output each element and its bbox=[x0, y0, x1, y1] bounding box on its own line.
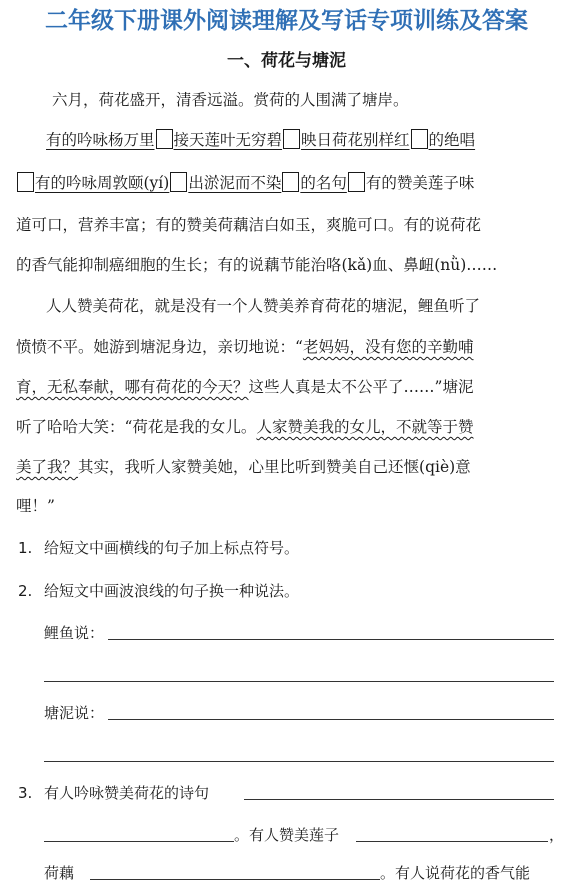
passage-underlined-line-1 bbox=[46, 126, 475, 154]
passage-paragraph-3-line-3 bbox=[16, 373, 473, 401]
passage-text: 的绝唱 bbox=[428, 131, 476, 149]
question-1 bbox=[18, 535, 299, 561]
question-text: 有人吟咏赞美荷花的诗句 bbox=[44, 784, 210, 802]
passage-paragraph-3-line-5 bbox=[16, 453, 471, 481]
q3-comma: ， bbox=[549, 826, 565, 844]
page-title: 二年级下册课外阅读理解及写话专项训练及答案 bbox=[45, 8, 528, 34]
passage-text: 愤愤不平。她游到塘泥身边，亲切地说：“ bbox=[16, 338, 303, 356]
answer-line-carp[interactable] bbox=[108, 639, 554, 640]
answer-line-mud-2[interactable] bbox=[44, 761, 554, 762]
question-text: 给短文中画横线的句子加上标点符号。 bbox=[44, 539, 300, 557]
wavy-sentence: 老妈妈，没有您的辛勤哺 bbox=[302, 338, 474, 356]
section-title: 一、荷花与塘泥 bbox=[227, 51, 346, 71]
question-2 bbox=[18, 578, 299, 604]
answer-line-lotus-seed[interactable] bbox=[356, 841, 548, 842]
passage-text: 听了哈哈大笑：“荷花是我的女儿。 bbox=[16, 418, 257, 436]
answer-line-poem[interactable] bbox=[244, 799, 554, 800]
passage-text: 其实，我听人家赞美她，心里比听到赞美自己还惬(qiè)意 bbox=[78, 458, 471, 476]
wavy-sentence: 人家赞美我的女儿，不就等于赞 bbox=[256, 418, 474, 436]
passage-text: 有的吟咏周敦颐(yí) bbox=[35, 174, 170, 192]
q3-text-fragrance: 。有人说荷花的香气能 bbox=[380, 864, 531, 882]
q3-text-lotus-seed: 。有人赞美莲子 bbox=[234, 826, 340, 844]
wavy-sentence: 育，无私奉献，哪有荷花的今天？ bbox=[16, 378, 249, 396]
passage-line-4: 的香气能抑制癌细胞的生长；有的说藕节能治咯(kǎ)血、鼻衄(nǜ)…… bbox=[16, 256, 498, 274]
passage-paragraph-3-line-6: 哩！” bbox=[16, 497, 55, 515]
answer-line-mud[interactable] bbox=[108, 719, 554, 720]
passage-text: 这些人真是太不公平了……”塘泥 bbox=[248, 378, 474, 396]
passage-paragraph-3-line-4 bbox=[16, 413, 473, 441]
question-number: 3. bbox=[18, 784, 33, 802]
punctuation-box[interactable] bbox=[17, 172, 34, 192]
answer-line-poem-2[interactable] bbox=[44, 841, 234, 842]
passage-paragraph-1: 六月，荷花盛开，清香远溢。赏荷的人围满了塘岸。 bbox=[52, 91, 409, 109]
passage-text: 有的赞美莲子味 bbox=[365, 174, 475, 192]
punctuation-box[interactable] bbox=[170, 172, 187, 192]
passage-paragraph-3-line-1: 人人赞美荷花，就是没有一个人赞美养育荷花的塘泥，鲤鱼听了 bbox=[46, 297, 481, 315]
question-number: 1. bbox=[18, 539, 33, 557]
q3-text-lotus-root: 荷藕 bbox=[44, 864, 75, 882]
passage-paragraph-3-line-2 bbox=[16, 333, 473, 361]
mud-label: 塘泥说： bbox=[44, 704, 105, 722]
punctuation-box[interactable] bbox=[156, 129, 173, 149]
passage-text: 有的吟咏杨万里 bbox=[46, 131, 155, 149]
wavy-sentence: 美了我？ bbox=[16, 458, 79, 476]
passage-text: 映日荷花别样红 bbox=[301, 131, 410, 149]
question-3 bbox=[18, 780, 209, 806]
passage-line-3: 道可口，营养丰富；有的赞美荷藕洁白如玉，爽脆可口。有的说荷花 bbox=[16, 216, 482, 234]
punctuation-box[interactable] bbox=[411, 129, 428, 149]
passage-text: 的名句 bbox=[300, 174, 347, 192]
answer-line-carp-2[interactable] bbox=[44, 681, 554, 682]
punctuation-box[interactable] bbox=[348, 172, 365, 192]
punctuation-box[interactable] bbox=[282, 172, 299, 192]
question-text: 给短文中画波浪线的句子换一种说法。 bbox=[44, 582, 300, 600]
passage-line-2 bbox=[16, 169, 474, 197]
answer-line-lotus-root[interactable] bbox=[90, 879, 380, 880]
carp-label: 鲤鱼说： bbox=[44, 624, 105, 642]
passage-text: 接天莲叶无穷碧 bbox=[173, 131, 283, 149]
punctuation-box[interactable] bbox=[283, 129, 300, 149]
question-number: 2. bbox=[18, 582, 33, 600]
passage-text: 出淤泥而不染 bbox=[188, 174, 282, 192]
